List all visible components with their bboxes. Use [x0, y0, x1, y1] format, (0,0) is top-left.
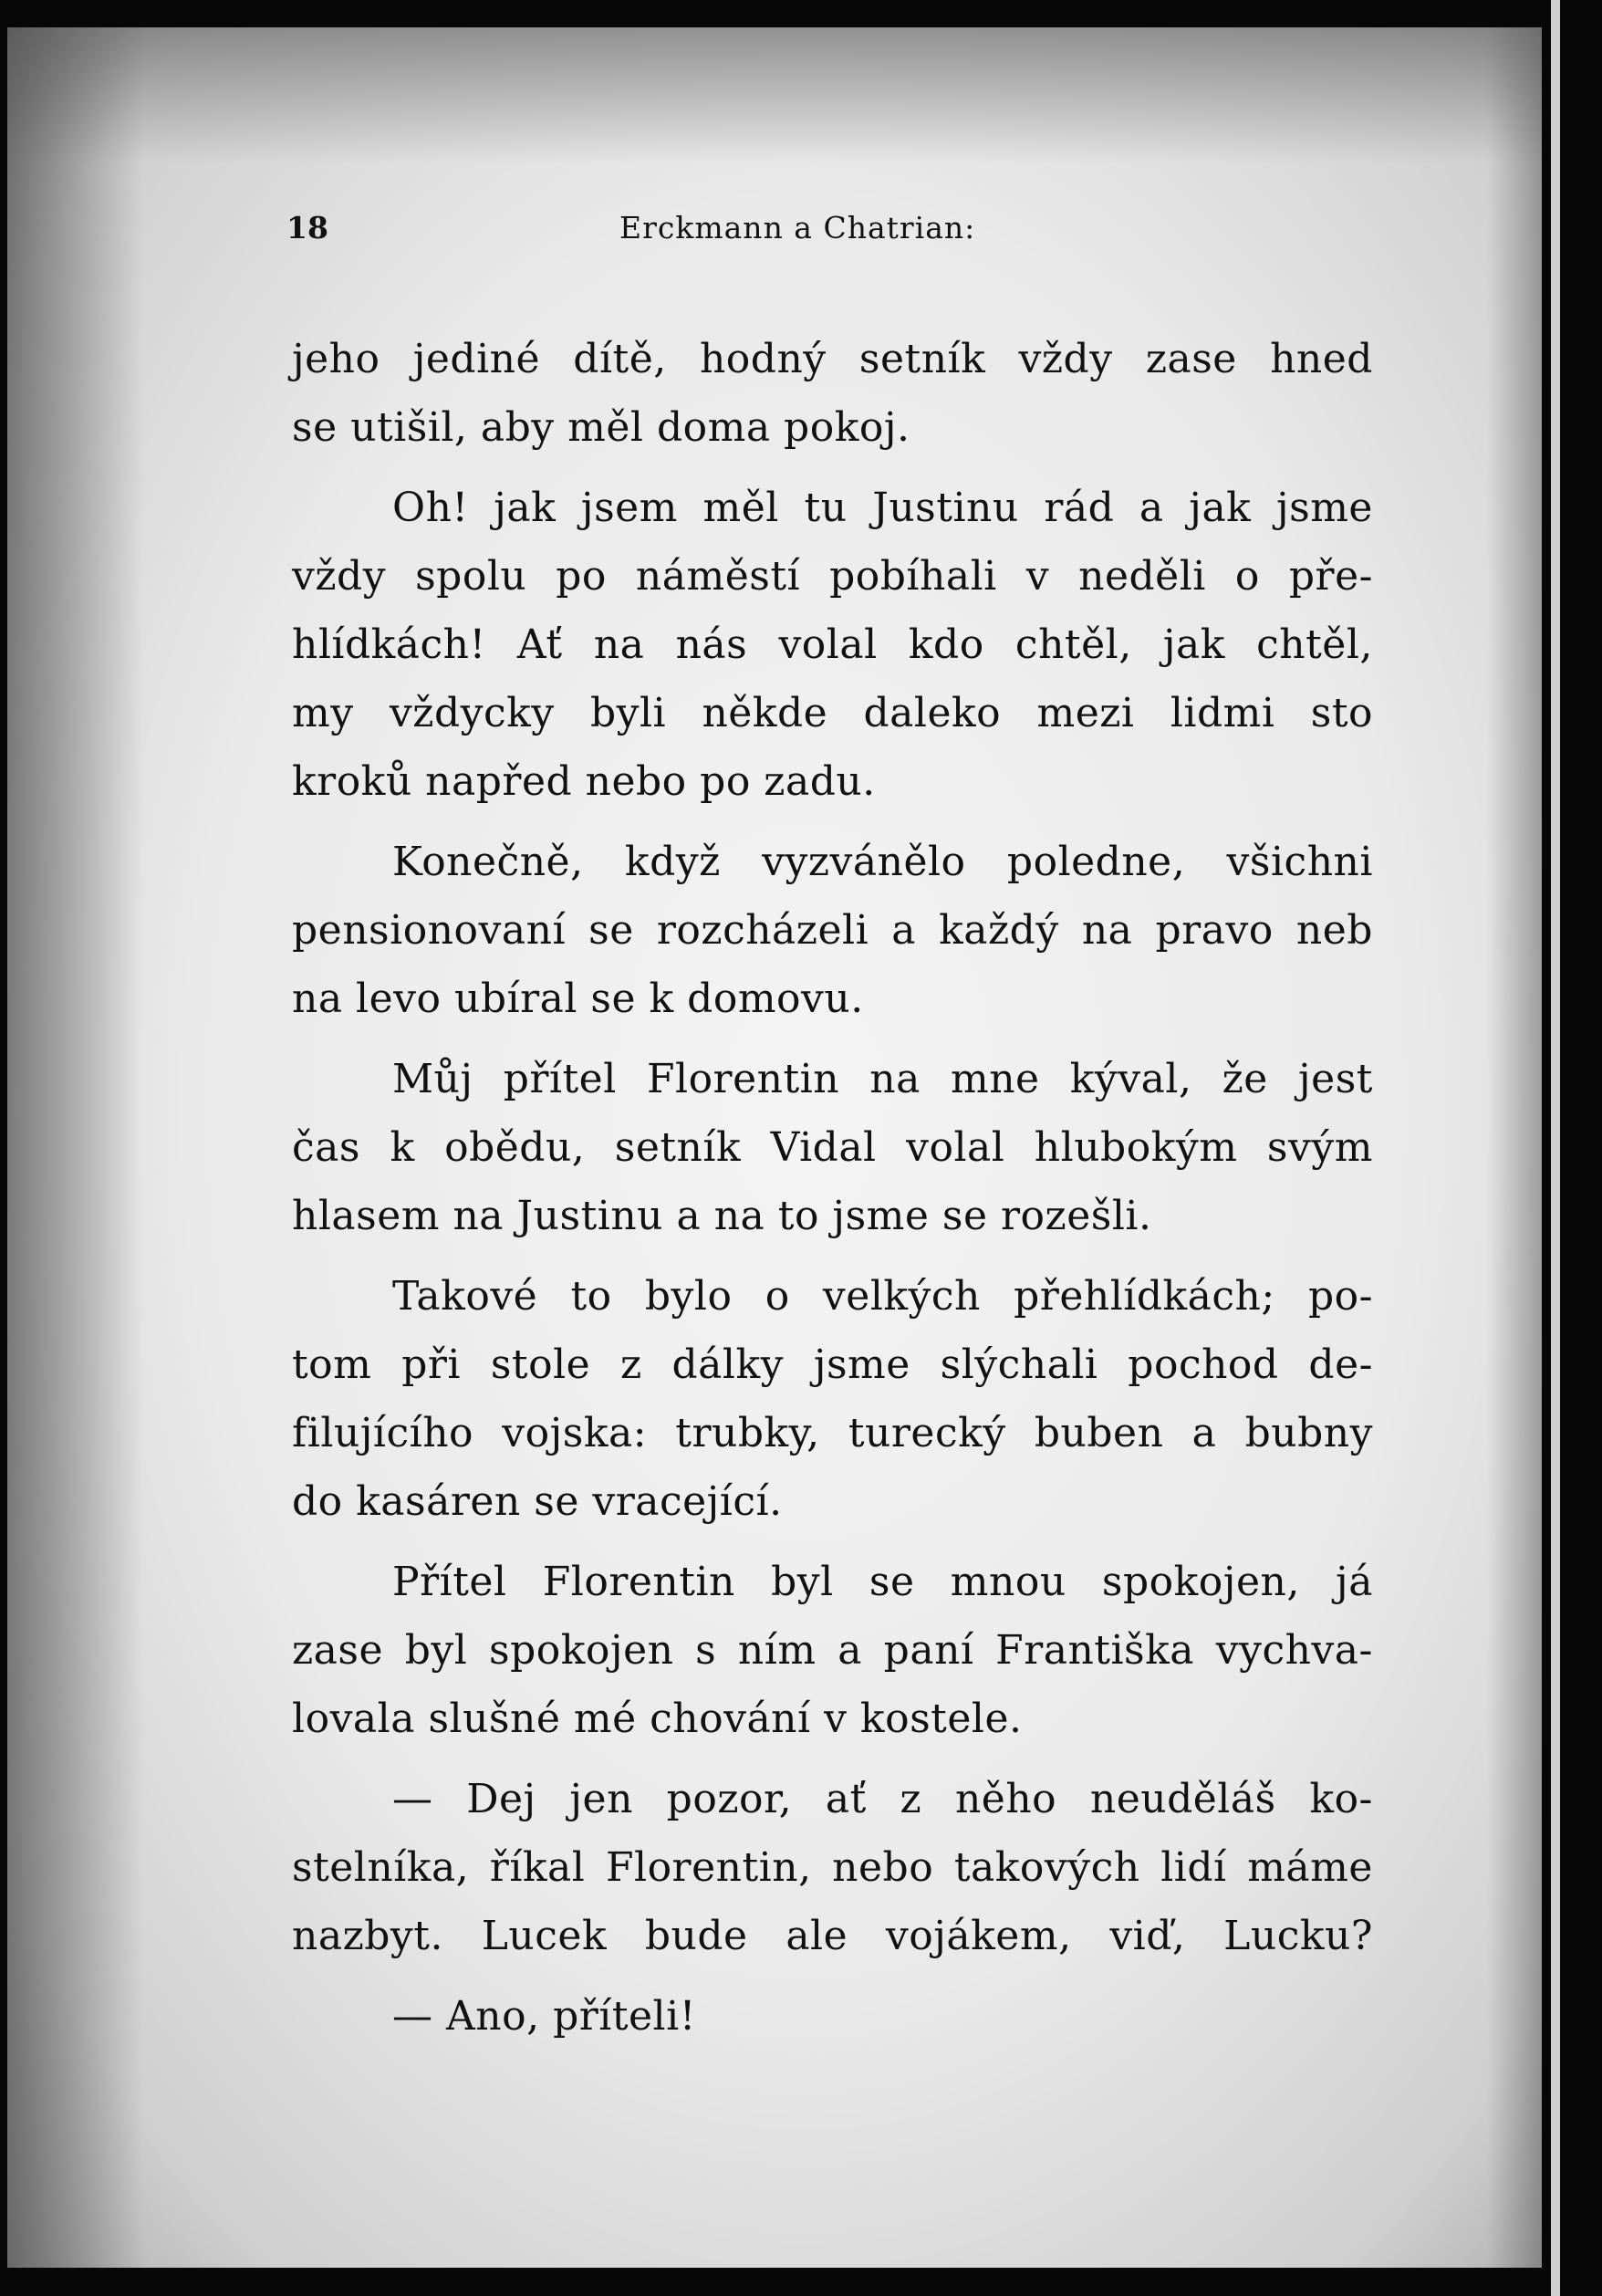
- page-shadow-right: [1487, 27, 1542, 2268]
- word: volal: [906, 1124, 1005, 1171]
- word: vojákem,: [885, 1913, 1072, 1959]
- word: trubky,: [675, 1410, 820, 1456]
- word: pravo: [1155, 907, 1274, 954]
- word: ním: [737, 1627, 817, 1674]
- text-line: [292, 611, 1373, 679]
- word: něho: [954, 1776, 1057, 1822]
- word: spokojen: [489, 1627, 674, 1674]
- word: Konečně,: [392, 839, 584, 885]
- word: jeho: [292, 336, 380, 382]
- word: při: [401, 1341, 461, 1388]
- word: o: [1234, 553, 1260, 600]
- word: z: [620, 1341, 642, 1388]
- word: Přítel: [392, 1559, 507, 1605]
- word: poledne,: [1006, 839, 1186, 885]
- word: de-: [1308, 1341, 1373, 1388]
- word: Františka: [995, 1627, 1195, 1674]
- word: čas: [292, 1124, 360, 1171]
- word: Lucku?: [1223, 1913, 1373, 1959]
- word: volal: [778, 621, 878, 668]
- word: hlídkách!: [292, 621, 486, 668]
- word: obědu,: [444, 1124, 586, 1171]
- word: Takové: [392, 1273, 538, 1320]
- word: Můj: [392, 1056, 473, 1102]
- text-line: [292, 325, 1373, 393]
- page-header: [286, 210, 1381, 256]
- word: Justinu: [872, 485, 1019, 531]
- word: nazbyt.: [292, 1913, 443, 1959]
- text-line: [292, 1765, 1373, 1833]
- word: Oh!: [392, 485, 469, 531]
- word: lidí: [1160, 1844, 1227, 1891]
- page-number: 18: [286, 210, 328, 245]
- text-line: [292, 1902, 1373, 1970]
- word: vždy: [1018, 336, 1113, 382]
- word: takových: [953, 1844, 1140, 1891]
- word: lidmi: [1170, 690, 1275, 736]
- text-line: [292, 1262, 1373, 1331]
- word: říkal: [489, 1844, 586, 1891]
- text-line: [292, 474, 1373, 542]
- word: Ať: [516, 621, 563, 668]
- word: setník: [614, 1124, 742, 1171]
- word: jen: [569, 1776, 633, 1822]
- word: jsme: [813, 1341, 910, 1388]
- word: a: [1191, 1410, 1217, 1456]
- word: spolu: [415, 553, 527, 600]
- word: stelníka,: [292, 1844, 470, 1891]
- word: Florentin,: [605, 1844, 812, 1891]
- word: dálky: [671, 1341, 784, 1388]
- word: my: [292, 690, 354, 736]
- word: když: [624, 839, 721, 885]
- word: po-: [1307, 1273, 1373, 1320]
- text-line: [292, 1548, 1373, 1616]
- word: pozor,: [666, 1776, 793, 1822]
- word: paní: [883, 1627, 974, 1674]
- word: sto: [1310, 690, 1373, 736]
- word: někde: [702, 690, 828, 736]
- text-line: [292, 1045, 1373, 1113]
- word: mne: [950, 1056, 1040, 1102]
- running-title: Erckmann a Chatrian:: [619, 210, 976, 245]
- word: chtěl,: [1256, 621, 1373, 668]
- word: Florentin: [646, 1056, 840, 1102]
- text-line: [292, 1331, 1373, 1399]
- word: byl: [771, 1559, 834, 1605]
- text-line: [292, 828, 1373, 896]
- word: neděli: [1078, 553, 1206, 600]
- word: pobíhali: [829, 553, 997, 600]
- word: o: [765, 1273, 790, 1320]
- word: rozcházeli: [656, 907, 869, 954]
- word: jediné: [412, 336, 541, 382]
- word: bylo: [644, 1273, 733, 1320]
- word: velkých: [822, 1273, 981, 1320]
- word: bubny: [1244, 1410, 1373, 1456]
- word: se: [869, 1559, 915, 1605]
- word: přehlídkách;: [1014, 1273, 1275, 1320]
- text-line: [292, 679, 1373, 747]
- word: s: [695, 1627, 717, 1674]
- word: vojska:: [502, 1410, 648, 1456]
- word: kdo: [908, 621, 984, 668]
- word: jak: [1162, 621, 1225, 668]
- word: —: [392, 1776, 433, 1822]
- word: filujícího: [292, 1410, 474, 1456]
- word: hned: [1270, 336, 1373, 382]
- adjacent-page-edge: [1551, 0, 1560, 2296]
- text-line: — Ano, příteli!: [392, 1993, 696, 2040]
- word: pochod: [1128, 1341, 1279, 1388]
- word: neb: [1295, 907, 1373, 954]
- word: hodný: [699, 336, 827, 382]
- text-line: na levo ubíral se k domovu.: [292, 976, 864, 1022]
- word: a: [837, 1627, 862, 1674]
- word: stole: [490, 1341, 591, 1388]
- word: viď,: [1109, 1913, 1186, 1959]
- word: byli: [589, 690, 667, 736]
- word: vždy: [292, 553, 387, 600]
- word: na: [869, 1056, 921, 1102]
- word: pře-: [1288, 553, 1373, 600]
- word: kýval,: [1069, 1056, 1192, 1102]
- word: ať: [825, 1776, 867, 1822]
- word: dítě,: [573, 336, 667, 382]
- word: buben: [1034, 1410, 1164, 1456]
- word: vždycky: [389, 690, 555, 736]
- word: spokojen,: [1101, 1559, 1300, 1605]
- word: na: [593, 621, 645, 668]
- word: a: [891, 907, 916, 954]
- text-line: [292, 1833, 1373, 1902]
- word: jak: [1189, 485, 1252, 531]
- page-shadow-top: [7, 27, 1542, 164]
- word: vyzvánělo: [762, 839, 966, 885]
- word: byl: [404, 1627, 468, 1674]
- word: zase: [292, 1627, 384, 1674]
- word: máme: [1247, 1844, 1373, 1891]
- word: nebo: [832, 1844, 934, 1891]
- word: zase: [1145, 336, 1237, 382]
- word: jest: [1298, 1056, 1373, 1102]
- word: hlubokým: [1034, 1124, 1238, 1171]
- word: já: [1336, 1559, 1373, 1605]
- word: Florentin: [542, 1559, 735, 1605]
- text-line: [292, 542, 1373, 611]
- word: k: [390, 1124, 415, 1171]
- text-line: kroků napřed nebo po zadu.: [292, 758, 876, 805]
- word: z: [900, 1776, 922, 1822]
- word: jsem: [580, 485, 678, 531]
- word: měl: [702, 485, 779, 531]
- text-line: hlasem na Justinu a na to jsme se rozešli.: [292, 1193, 1152, 1239]
- text-line: se utišil, aby měl doma pokoj.: [292, 404, 910, 451]
- word: po: [556, 553, 607, 600]
- word: Vidal: [770, 1124, 877, 1171]
- word: svým: [1266, 1124, 1373, 1171]
- word: tom: [292, 1341, 372, 1388]
- word: to: [570, 1273, 612, 1320]
- word: jsme: [1275, 485, 1373, 531]
- word: pensionovaní: [292, 907, 567, 954]
- word: Dej: [466, 1776, 536, 1822]
- word: daleko: [863, 690, 1002, 736]
- word: přítel: [503, 1056, 617, 1102]
- word: v: [1025, 553, 1050, 600]
- word: slýchali: [940, 1341, 1098, 1388]
- word: se: [588, 907, 634, 954]
- word: tu: [804, 485, 848, 531]
- text-line: [292, 1616, 1373, 1685]
- word: náměstí: [635, 553, 801, 600]
- word: že: [1222, 1056, 1268, 1102]
- text-line: [292, 896, 1373, 965]
- word: vychva-: [1215, 1627, 1373, 1674]
- page-shadow-left: [7, 27, 144, 2268]
- word: neuděláš: [1089, 1776, 1276, 1822]
- word: všichni: [1226, 839, 1373, 885]
- text-line: do kasáren se vracející.: [292, 1478, 783, 1525]
- word: na: [1081, 907, 1133, 954]
- word: setník: [858, 336, 986, 382]
- word: bude: [644, 1913, 748, 1959]
- word: mnou: [950, 1559, 1066, 1605]
- word: ko-: [1309, 1776, 1373, 1822]
- text-line: [292, 1113, 1373, 1182]
- word: a: [1139, 485, 1164, 531]
- word: rád: [1044, 485, 1115, 531]
- word: každý: [939, 907, 1059, 954]
- word: chtěl,: [1014, 621, 1132, 668]
- body-text: [292, 325, 1373, 2051]
- word: mezi: [1036, 690, 1135, 736]
- text-line: [292, 1399, 1373, 1467]
- word: turecký: [848, 1410, 1006, 1456]
- text-line: lovala slušné mé chování v kostele.: [292, 1696, 1023, 1742]
- word: ale: [785, 1913, 848, 1959]
- word: jak: [494, 485, 557, 531]
- word: nás: [675, 621, 748, 668]
- word: Lucek: [481, 1913, 608, 1959]
